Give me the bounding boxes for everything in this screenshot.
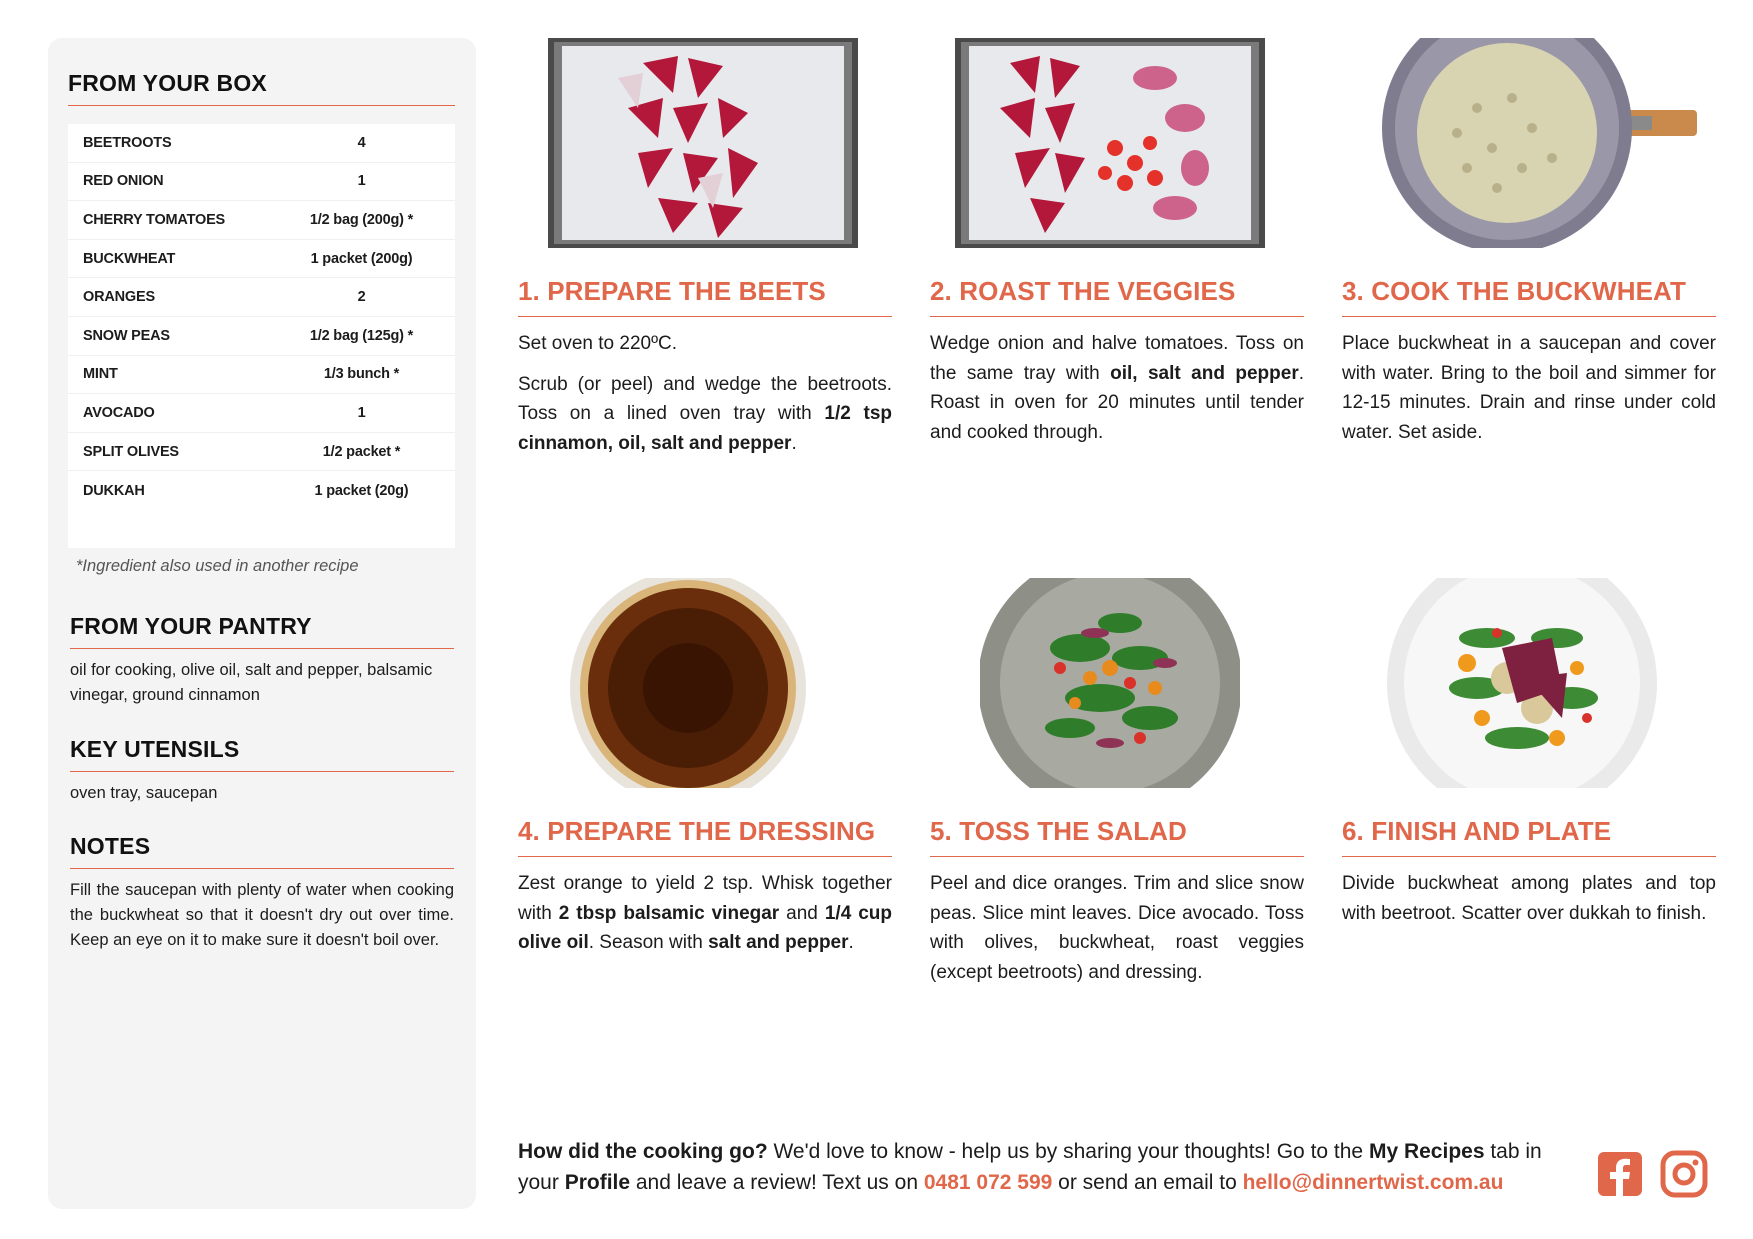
step-4-paragraph	[518, 869, 892, 958]
facebook-icon[interactable]	[1596, 1150, 1644, 1198]
ingredient-qty: 1/3 bunch *	[323, 366, 400, 383]
notes-heading: NOTES	[70, 833, 454, 869]
utensils-text: oven tray, saucepan	[70, 784, 218, 802]
ingredient-row	[68, 433, 455, 472]
from-box-heading: FROM YOUR BOX	[68, 70, 455, 106]
profile-link[interactable]: Profile	[564, 1171, 631, 1194]
step-5-body	[930, 869, 1304, 998]
ingredient-row	[68, 240, 455, 279]
feedback-question: How did the cooking go?	[518, 1140, 768, 1163]
ingredient-name: ORANGES	[83, 289, 155, 306]
step-6-paragraph	[1342, 869, 1716, 928]
step-bold-text: 1/4 cup olive oil	[518, 902, 892, 953]
step-text: Zest orange to yield 2 tsp. Whisk together with	[518, 873, 892, 924]
ingredient-name: SNOW PEAS	[83, 327, 170, 344]
step-text: Peel and dice oranges. Trim and slice snow peas. Slice mint leaves. Dice avocado. Toss with olives, buckwheat, roast veggies (except beetroots) and dressing.	[930, 873, 1304, 983]
footer-text: and leave a review! Text us on	[630, 1171, 924, 1194]
step-1-title: 1. PREPARE THE BEETS	[518, 276, 892, 317]
notes-text: Fill the saucepan with plenty of water when cooking the buckwheat so that it doesn't dry out over time. Keep an eye on it to make sure it doesn't boil over.	[70, 881, 454, 949]
step-2-title: 2. ROAST THE VEGGIES	[930, 276, 1304, 317]
ingredient-qty: 1/2 bag (200g) *	[309, 211, 414, 228]
ingredient-row	[68, 317, 455, 356]
phone-link[interactable]: 0481 072 599	[923, 1171, 1053, 1194]
ingredient-qty: 1/2 packet *	[322, 443, 401, 460]
step-6-body	[1342, 869, 1716, 939]
ingredient-qty: 1	[357, 404, 366, 421]
ingredient-name: BEETROOTS	[83, 134, 172, 151]
step-3-paragraph	[1342, 329, 1716, 447]
ingredient-row	[68, 356, 455, 395]
ingredient-qty: 1/2 bag (125g) *	[309, 327, 414, 344]
salad-in-mixing-bowl-image	[980, 578, 1240, 788]
ingredient-name: SPLIT OLIVES	[83, 443, 179, 460]
step-5-title: 5. TOSS THE SALAD	[930, 816, 1304, 857]
step-bold-text: 2 tbsp balsamic vinegar	[558, 902, 780, 924]
footer-text: or send an email to	[1052, 1171, 1243, 1194]
step-2-paragraph	[930, 329, 1304, 447]
ingredient-row	[68, 201, 455, 240]
step-4-body	[518, 869, 892, 969]
step-text: . Roast in oven for 20 minutes until tender and cooked through.	[930, 362, 1304, 443]
instagram-icon[interactable]	[1660, 1150, 1708, 1198]
ingredient-qty: 2	[357, 289, 366, 306]
ingredients-sidebar	[48, 38, 476, 1209]
step-3-body	[1342, 329, 1716, 458]
step-1-paragraph	[518, 370, 892, 459]
step-5-paragraph	[930, 869, 1304, 987]
step-2-body	[930, 329, 1304, 458]
pantry-heading: FROM YOUR PANTRY	[70, 613, 454, 649]
utensils-heading: KEY UTENSILS	[70, 736, 454, 772]
ingredient-row	[68, 278, 455, 317]
step-text: Set oven to 220ºC.	[518, 333, 678, 354]
pantry-text: oil for cooking, olive oil, salt and pepper, balsamic vinegar, ground cinnamon	[70, 661, 433, 704]
dressing-in-bowl-image	[568, 578, 808, 788]
ingredient-qty: 1 packet (200g)	[310, 250, 413, 267]
footer-text: We'd love to know - help us by sharing your thoughts! Go to the	[767, 1140, 1369, 1163]
step-text: .	[848, 932, 854, 953]
footer-text: tab in your	[518, 1140, 1542, 1194]
email-link[interactable]: hello@dinnertwist.com.au	[1242, 1171, 1504, 1194]
step-1-paragraph	[518, 329, 892, 359]
ingredients-table	[68, 124, 455, 548]
step-bold-text: 1/2 tsp cinnamon, oil, salt and pepper	[518, 403, 892, 454]
step-3-title: 3. COOK THE BUCKWHEAT	[1342, 276, 1716, 317]
step-bold-text: oil, salt and pepper	[1110, 362, 1299, 384]
ingredient-qty: 4	[357, 134, 366, 151]
ingredient-name: CHERRY TOMATOES	[83, 211, 226, 228]
step-text: Divide buckwheat among plates and top with beetroot. Scatter over dukkah to finish.	[1342, 873, 1716, 924]
step-text: Wedge onion and halve tomatoes. Toss on the same tray with	[930, 333, 1304, 384]
ingredient-row	[68, 394, 455, 433]
step-text: . Season with	[588, 932, 709, 953]
step-text: .	[791, 432, 797, 454]
ingredient-name: AVOCADO	[83, 404, 155, 421]
ingredient-name: DUKKAH	[83, 482, 145, 499]
plated-salad-image	[1387, 578, 1657, 788]
ingredient-row	[68, 124, 455, 163]
beetroot-wedges-on-tray-image	[548, 38, 858, 248]
step-text: Scrub (or peel) and wedge the beetroots. Toss on a lined oven tray with	[518, 373, 892, 424]
ingredient-qty: 1 packet (20g)	[314, 482, 409, 499]
ingredient-row	[68, 163, 455, 202]
ingredient-name: RED ONION	[83, 173, 164, 190]
step-4-title: 4. PREPARE THE DRESSING	[518, 816, 892, 857]
step-1-body	[518, 329, 892, 469]
ingredient-qty: 1	[357, 173, 366, 190]
step-text: Place buckwheat in a saucepan and cover with water. Bring to the boil and simmer for 12-15 minutes. Drain and rinse under cold water. Set aside.	[1342, 333, 1716, 443]
step-text: and	[779, 902, 825, 924]
my-recipes-link[interactable]: My Recipes	[1368, 1140, 1485, 1163]
step-6-title: 6. FINISH AND PLATE	[1342, 816, 1716, 857]
shared-ingredient-note: *Ingredient also used in another recipe	[76, 557, 359, 575]
ingredient-name: BUCKWHEAT	[83, 250, 176, 267]
buckwheat-in-sieve-image	[1372, 38, 1702, 248]
feedback-footer	[518, 1136, 1578, 1198]
ingredient-row	[68, 471, 455, 510]
beetroot-onion-tomatoes-on-tray-image	[955, 38, 1265, 248]
step-bold-text: salt and pepper	[708, 932, 849, 953]
ingredient-name: MINT	[83, 366, 118, 383]
